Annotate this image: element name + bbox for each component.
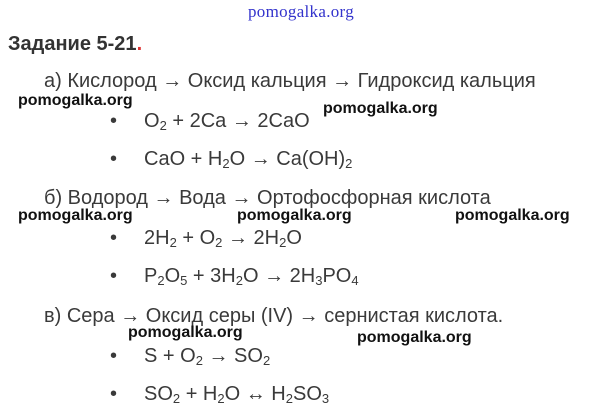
bullet: •	[110, 148, 118, 170]
site-header-watermark: pomogalka.org	[247, 2, 355, 21]
watermark: pomogalka.org	[18, 92, 133, 109]
chain-b: б) Водород → Вода → Ортофосфорная кислота	[44, 187, 491, 209]
reaction-c1: $S + O_2 \to SO_2$	[144, 345, 271, 368]
watermark: pomogalka.org	[455, 207, 570, 224]
watermark: pomogalka.org	[323, 100, 438, 117]
bullet: •	[110, 383, 118, 405]
watermark: pomogalka.org	[357, 329, 472, 346]
bullet: •	[110, 227, 118, 249]
bullet: •	[110, 345, 118, 367]
reaction-c2: $SO_2 + H_2O$ ↔ $H_2SO_3$	[144, 383, 330, 406]
reaction-b2: $P_2O_5 + 3H_2O \to 2H_3PO_4$	[144, 265, 359, 288]
task-title-dot: .	[136, 33, 143, 55]
reaction-a1: $O_2 + 2Ca \to 2CaO$	[144, 110, 310, 133]
chain-c: в) Сера → Оксид серы (IV) → сернистая кислота.	[44, 305, 504, 327]
chain-a: а) Кислород → Оксид кальция → Гидроксид кальция	[44, 70, 536, 92]
task-title	[8, 33, 142, 56]
watermark: pomogalka.org	[237, 207, 352, 224]
bullet: •	[110, 110, 118, 132]
bullet: •	[110, 265, 118, 287]
reaction-b1: $2H_2 + O_2 \to 2H_2O$	[144, 227, 302, 250]
reaction-a2: CaO + $H_2O \to Ca(OH)_2$	[144, 148, 353, 171]
watermark: pomogalka.org	[18, 207, 133, 224]
task-title-text: Задание 5-21	[8, 33, 137, 55]
watermark: pomogalka.org	[128, 324, 243, 341]
